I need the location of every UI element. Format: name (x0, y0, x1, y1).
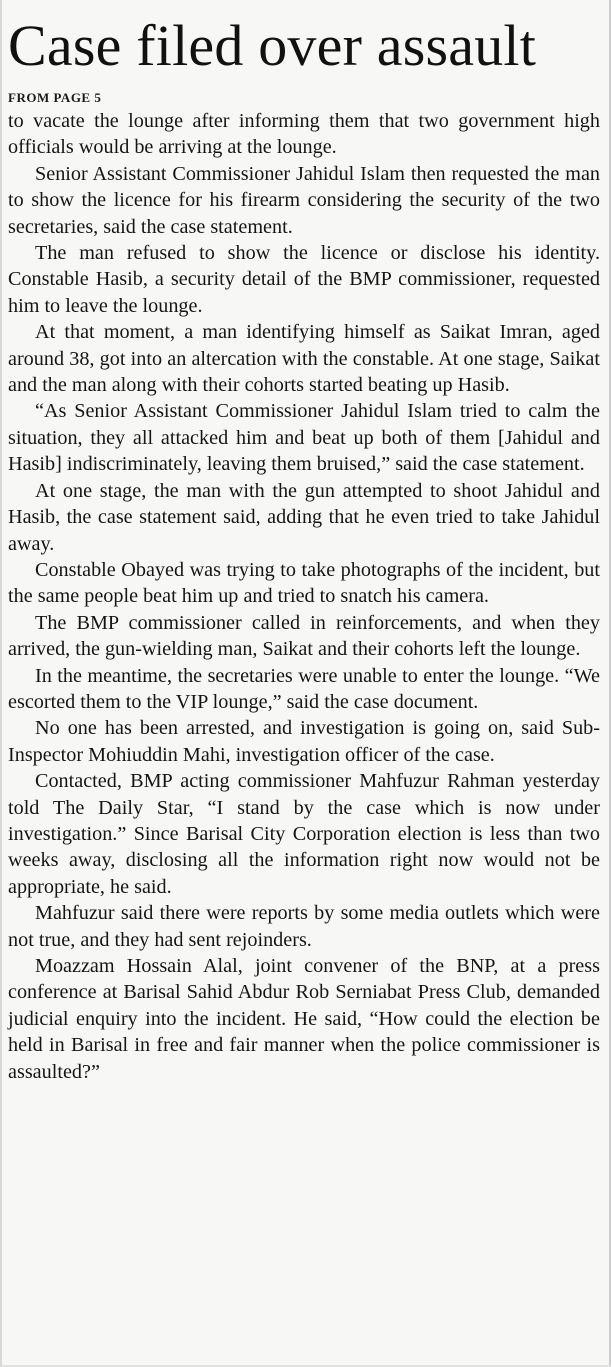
paragraph-camera: Constable Obayed was trying to take photographs of the incident, but the same people beat him up and tried to snatch his camera. (8, 558, 600, 608)
paragraph-secretaries: In the meantime, the secretaries were unable to enter the lounge. “We escorted them to the VIP lounge,” said the case document. (8, 664, 600, 713)
headline: Case filed over assault (8, 13, 537, 78)
paragraph-reinforcements: The BMP commissioner called in reinforcements, and when they arrived, the gun-wielding man, Saikat and their cohorts left the lounge. (8, 611, 600, 661)
paragraph-gun-attempt: At one stage, the man with the gun attempted to shoot Jahidul and Hasib, the case statement said, adding that he even tried to take Jahidul away. (8, 479, 600, 555)
paragraph-altercation: At that moment, a man identifying himself as Saikat Imran, aged around 38, got into an altercation with the constable. At one stage, Saikat and the man along with their cohorts started beating up Hasib. (8, 321, 600, 397)
paragraph-refusal: The man refused to show the licence or disclose his identity. Constable Hasib, a security detail of the BMP commissioner, requested him to leave the lounge. (8, 242, 600, 317)
paragraph-commissioner-statement: Contacted, BMP acting commissioner Mahfuzur Rahman yesterday told The Daily Star, “I stand by the case which is now under investigation.” Since Barisal City Corporation election is less than two weeks away, disclosing all the information right now would not be appropriate, he said. (8, 770, 600, 898)
paragraph-bnp-demand: Moazzam Hossain Alal, joint convener of the BNP, at a press conference at Barisal Sahid Abdur Rob Serniabat Press Club, demanded judicial enquiry into the incident. He said, “How could the election be held in Barisal in free and fair manner when the police commissioner is assaulted?” (8, 955, 600, 1083)
paragraph-attack-quote: “As Senior Assistant Commissioner Jahidul Islam tried to calm the situation, they all attacked him and beat up both of them [Jahidul and Hasib] indiscriminately, leaving them bruised,” said the case statement. (8, 400, 600, 476)
article-body (8, 108, 600, 1085)
continued-from-label: FROM PAGE 5 (8, 90, 102, 105)
paragraph-rejoinders: Mahfuzur said there were reports by some media outlets which were not true, and they had sent rejoinders. (8, 902, 600, 951)
paragraph-investigation: No one has been arrested, and investigation is going on, said Sub-Inspector Mohiuddin Mahi, investigation officer of the case. (8, 717, 600, 766)
paragraph-licence-request: Senior Assistant Commissioner Jahidul Islam then requested the man to show the licence for his firearm considering the security of the two secretaries, said the case statement. (8, 162, 600, 238)
paragraph-continuation: to vacate the lounge after informing them that two government high officials would be arriving at the lounge. (8, 110, 600, 159)
